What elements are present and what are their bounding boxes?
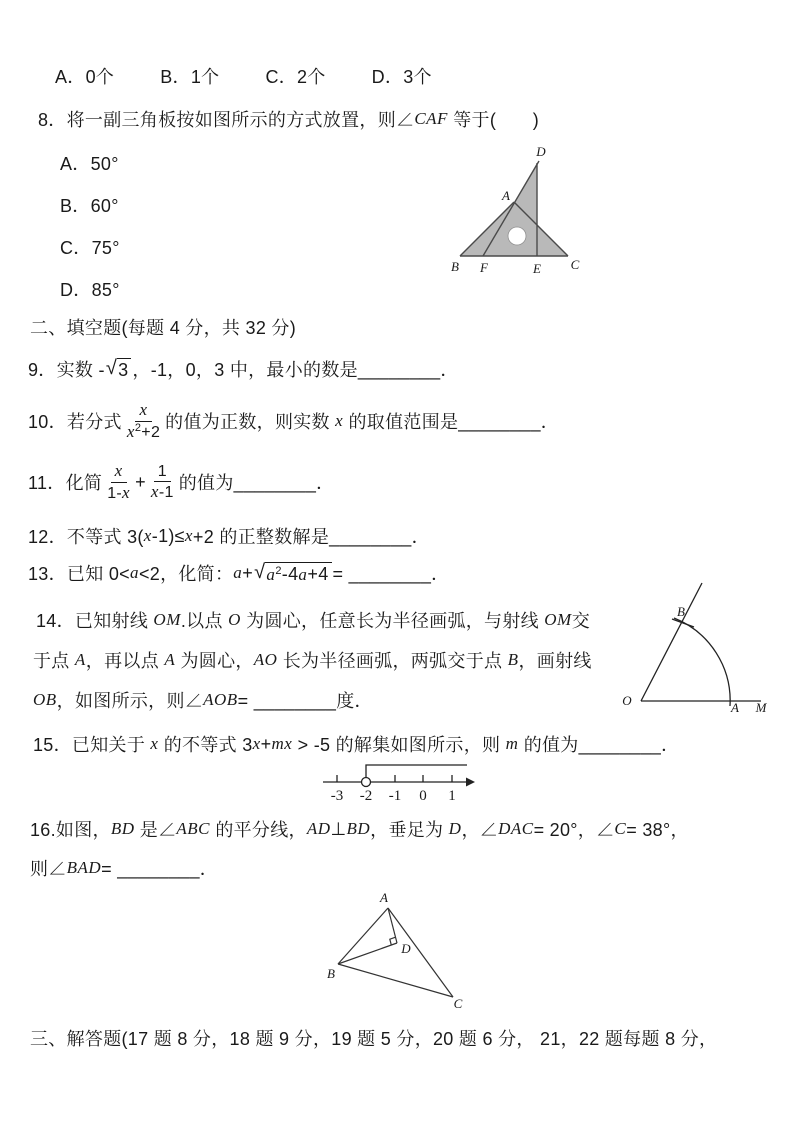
- question15-stem: 15．已知关于 x 的不等式 3 x + mx > -5 的解集如图所示，则 m 的值为________．: [33, 733, 680, 755]
- question8-option-b: B．60°: [60, 196, 119, 216]
- question8-option-d: D．85°: [60, 280, 120, 300]
- option-a: A．0个: [55, 67, 115, 87]
- label-C: C: [453, 996, 463, 1011]
- label-A: A: [502, 188, 510, 203]
- ray-OB: [641, 583, 702, 701]
- label-A: A: [380, 890, 388, 905]
- question15-number-line: [308, 756, 483, 804]
- question16-line2: 则∠ BAD = ________．: [30, 858, 219, 879]
- question7-options-row: [55, 63, 432, 89]
- tick-label-neg1: -1: [388, 788, 402, 804]
- question16-line1: 16.如图， BD 是∠ ABC 的平分线， AD ⊥ BD ，垂足为 D ，∠ DAC = 20°，∠ C = 38°，: [30, 818, 689, 840]
- label-B: B: [327, 966, 335, 981]
- question10-stem: 10．若分式 $\frac{x}{x^2+2}$ 的值为正数，则实数 x 的取值范围是________．: [28, 400, 560, 441]
- section3-header: 三、解答题(17 题 8 分，18 题 9 分，19 题 5 分，20 题 6 分， 21，22 题每题 8 分，: [30, 1029, 718, 1049]
- label-D: D: [536, 144, 546, 159]
- question8-option-a: A．50°: [60, 154, 119, 174]
- label-A: A: [731, 700, 739, 715]
- question8-triangle-figure: [440, 138, 655, 283]
- open-circle-neg2: [362, 778, 371, 787]
- edge-AC: [388, 908, 453, 997]
- label-B: B: [677, 604, 685, 619]
- tick-label-neg2: -2: [359, 788, 373, 804]
- label-M: M: [755, 700, 767, 715]
- label-B: B: [451, 259, 459, 274]
- question14-compass-figure: [613, 580, 793, 718]
- option-c: C．2个: [265, 67, 326, 87]
- question14-line1: 14．已知射线 OM .以点 O 为圆心，任意长为半径画弧，与射线 OM 交: [36, 610, 591, 631]
- label-E: E: [533, 261, 541, 276]
- label-O: O: [622, 693, 632, 708]
- set-square-hole: [508, 227, 526, 245]
- label-D: D: [401, 941, 411, 956]
- label-C: C: [570, 257, 580, 272]
- question11-stem: 11．化简 $\frac{x}{1-x}$ + $\frac{1}{x-1}$ 的值为________．: [28, 461, 335, 502]
- tick-label-1: 1: [448, 788, 456, 804]
- question9-stem: 9．实数 - √ 3 ，-1，0，3 中，最小的数是________．: [28, 356, 459, 380]
- edge-BC: [338, 964, 453, 997]
- tick-label-0: 0: [419, 788, 427, 804]
- question8-option-c: C．75°: [60, 238, 120, 258]
- question12-stem: 12．不等式 3( x -1)≤ x +2 的正整数解是________．: [28, 525, 430, 547]
- compass-arc: [674, 618, 730, 706]
- option-b: B．1个: [160, 67, 220, 87]
- question14-line3: OB ，如图所示，则∠ AOB = ________度．: [33, 690, 373, 711]
- label-F: F: [480, 260, 488, 275]
- axis-arrowhead: [466, 778, 475, 787]
- question14-line2: 于点 A ，再以点 A 为圆心， AO 长为半径画弧，两弧交于点 B ，画射线: [33, 650, 592, 671]
- question8-stem: 8．将一副三角板按如图所示的方式放置，则∠ CAF 等于( ): [38, 109, 540, 130]
- question13-stem: 13．已知 0< a <2，化简： a + √ $a^2-4a+4$ = ________．: [28, 560, 450, 584]
- option-d: D．3个: [371, 67, 432, 87]
- section2-header: 二、填空题(每题 4 分，共 32 分): [30, 318, 297, 338]
- question16-triangle-figure: [298, 890, 508, 1018]
- tick-label-neg3: -3: [330, 788, 344, 804]
